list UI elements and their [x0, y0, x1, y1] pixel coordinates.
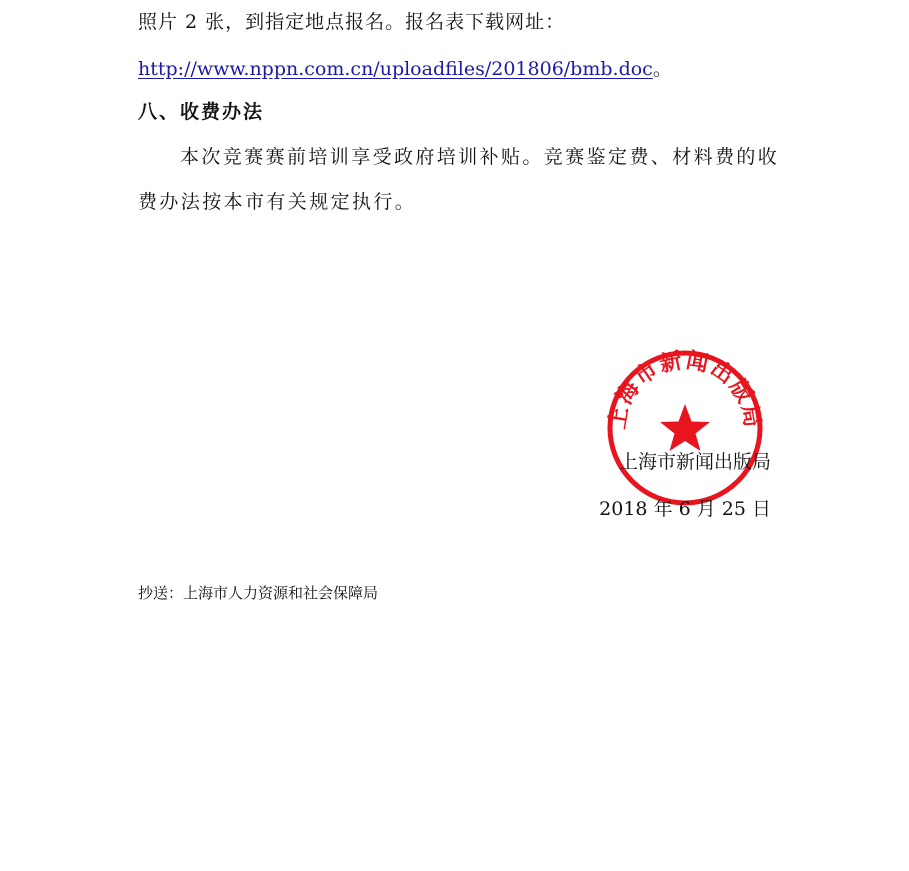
official-seal — [603, 346, 767, 510]
paragraph-registration-line — [138, 10, 565, 34]
signature-date: 2018 年 6 月 25 日 — [599, 498, 771, 520]
fee-paragraph-line-2: 费办法按本市有关规定执行。 — [138, 191, 417, 213]
url-suffix: 。 — [652, 58, 673, 80]
seal-text: 上海市新闻出版局 — [604, 347, 766, 431]
signature-organization: 上海市新闻出版局 — [618, 451, 771, 473]
cc-line: 抄送：上海市人力资源和社会保障局 — [138, 584, 379, 602]
seal-star-icon — [660, 404, 710, 451]
paragraph-url-line — [138, 57, 673, 81]
section-heading-fees: 八、收费办法 — [138, 101, 265, 123]
registration-text: 照片 2 张，到指定地点报名。报名表下载网址： — [138, 11, 566, 33]
fee-paragraph-line-1: 本次竞赛赛前培训享受政府培训补贴。竞赛鉴定费、材料费的收 — [180, 146, 780, 168]
download-link[interactable]: http://www.nppn.com.cn/uploadfiles/201806/bmb.doc — [138, 58, 653, 80]
